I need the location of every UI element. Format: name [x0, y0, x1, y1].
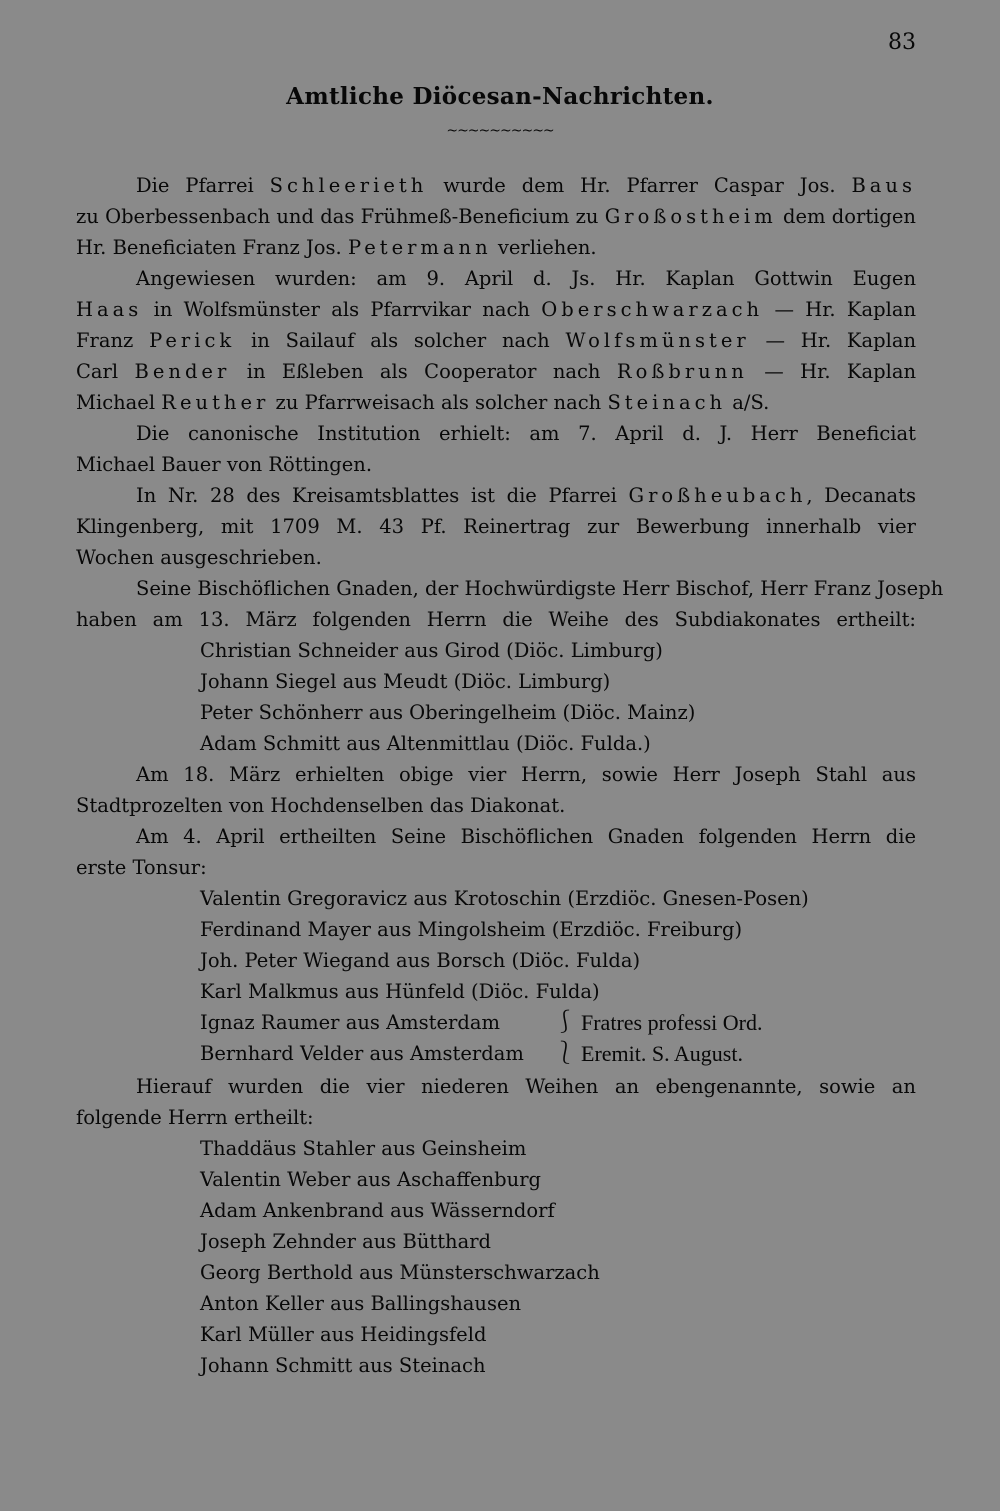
paragraph-line [76, 356, 916, 387]
paragraph-line [76, 387, 916, 418]
order-member-name: Bernhard Velder aus Amsterdam [200, 1042, 524, 1065]
text-run: — Hr. Kaplan [764, 360, 917, 383]
paragraph-line: Die canonische Institution erhielt: am 7. April d. J. Herr Beneficiat [136, 422, 916, 445]
text-run: a/S. [732, 391, 770, 414]
list-item: Adam Ankenbrand aus Wässerndorf [200, 1199, 555, 1222]
list-item: Peter Schönherr aus Oberingelheim (Diöc. Mainz) [200, 701, 696, 724]
place-name: Großostheim [604, 205, 777, 228]
place-name: Roßbrunn [616, 360, 748, 383]
paragraph-line: Seine Bischöflichen Gnaden, der Hochwürdigste Herr Bischof, Herr Franz Joseph [136, 577, 944, 600]
text-run: zu Pfarrweisach als solcher nach [275, 391, 602, 414]
list-item: Karl Müller aus Heidingsfeld [200, 1323, 487, 1346]
order-member-name: Ignaz Raumer aus Amsterdam [200, 1011, 500, 1034]
paragraph-line: folgende Herrn ertheilt: [76, 1106, 314, 1129]
list-item: Christian Schneider aus Girod (Diöc. Limburg) [200, 639, 663, 662]
person-name: Haas [76, 298, 143, 321]
list-item [76, 1007, 916, 1038]
list-item: Anton Keller aus Ballingshausen [200, 1292, 522, 1315]
paragraph-line: Klingenberg, mit 1709 M. 43 Pf. Reinertrag zur Bewerbung innerhalb vier [76, 515, 916, 538]
page-title: Amtliche Diöcesan-Nachrichten. [286, 83, 714, 110]
place-name: Großheubach [628, 484, 807, 507]
person-name: Petermann [347, 236, 492, 259]
paragraph-line [76, 325, 916, 356]
person-name: Bender [134, 360, 231, 383]
paragraph-line: Stadtprozelten von Hochdenselben das Diakonat. [76, 794, 566, 817]
list-item: Joseph Zehnder aus Bütthard [200, 1230, 492, 1253]
paragraph-line: Wochen ausgeschrieben. [76, 546, 322, 569]
list-item: Valentin Gregoravicz aus Krotoschin (Erzdiöc. Gnesen-Posen) [200, 887, 809, 910]
text-run: Franz [76, 329, 134, 352]
place-name: Steinach [607, 391, 727, 414]
paragraph-line: Michael Bauer von Röttingen. [76, 453, 373, 476]
list-item [76, 1038, 916, 1069]
list-item: Valentin Weber aus Aschaffenburg [200, 1168, 542, 1191]
order-note: Eremit. S. August. [581, 1041, 743, 1066]
text-run: — Hr. Kaplan [765, 329, 917, 352]
person-name: Perick [149, 329, 236, 352]
list-item: Johann Siegel aus Meudt (Diöc. Limburg) [200, 670, 611, 693]
brace-mark: ⎰ [554, 1010, 577, 1035]
paragraph-line: haben am 13. März folgenden Herrn die Weihe des Subdiakonates ertheilt: [76, 608, 916, 631]
list-item: Thaddäus Stahler aus Geinsheim [200, 1137, 527, 1160]
text-run: in Sailauf als solcher nach [251, 329, 550, 352]
text-run: in Wolfsmünster als Pfarrvikar nach [153, 298, 530, 321]
text-run: dem dortigen [783, 205, 916, 228]
person-name: Baus [851, 174, 916, 197]
list-item: Adam Schmitt aus Altenmittlau (Diöc. Fulda.) [200, 732, 651, 755]
text-run: — Hr. Kaplan [774, 298, 917, 321]
paragraph-line: erste Tonsur: [76, 856, 207, 879]
text-run: in Eßleben als Cooperator nach [246, 360, 601, 383]
list-item: Johann Schmitt aus Steinach [200, 1354, 486, 1377]
place-name: Oberschwarzach [541, 298, 764, 321]
page-number: 83 [888, 30, 916, 55]
order-note: Fratres professi Ord. [581, 1010, 763, 1035]
text-run: zu Oberbessenbach und das Frühmeß-Beneficium zu [76, 205, 599, 228]
place-name: Schleerieth [269, 174, 428, 197]
text-run: verliehen. [497, 236, 597, 259]
paragraph-line [76, 232, 916, 263]
text-run: Carl [76, 360, 119, 383]
paragraph-line [76, 201, 916, 232]
person-name: Reuther [161, 391, 270, 414]
list-item: Ferdinand Mayer aus Mingolsheim (Erzdiöc. Freiburg) [200, 918, 743, 941]
text-run: , Decanats [806, 484, 916, 507]
title-ornament: ~~~~~~~~~~ [446, 123, 554, 139]
paragraph-line: Am 4. April ertheilten Seine Bischöflichen Gnaden folgenden Herrn die [136, 825, 916, 848]
paragraph-line: Am 18. März erhielten obige vier Herrn, sowie Herr Joseph Stahl aus [136, 763, 916, 786]
text-run: wurde dem Hr. Pfarrer Caspar Jos. [443, 174, 836, 197]
paragraph-line [76, 480, 916, 511]
list-item: Karl Malkmus aus Hünfeld (Diöc. Fulda) [200, 980, 600, 1003]
paragraph-line: Hierauf wurden die vier niederen Weihen an ebengenannte, sowie an [136, 1075, 916, 1098]
paragraph-line: Angewiesen wurden: am 9. April d. Js. Hr. Kaplan Gottwin Eugen [136, 267, 916, 290]
paragraph-line [76, 170, 916, 201]
list-item: Georg Berthold aus Münsterschwarzach [200, 1261, 600, 1284]
list-item: Joh. Peter Wiegand aus Borsch (Diöc. Fulda) [200, 949, 641, 972]
paragraph-line [76, 294, 916, 325]
text-run: Die Pfarrei [136, 174, 254, 197]
text-run: Michael [76, 391, 156, 414]
place-name: Wolfsmünster [565, 329, 750, 352]
text-run: In Nr. 28 des Kreisamtsblattes ist die Pfarrei [136, 484, 617, 507]
text-run: Hr. Beneficiaten Franz Jos. [76, 236, 342, 259]
brace-mark: ⎱ [554, 1041, 577, 1066]
document-body [76, 170, 944, 1381]
